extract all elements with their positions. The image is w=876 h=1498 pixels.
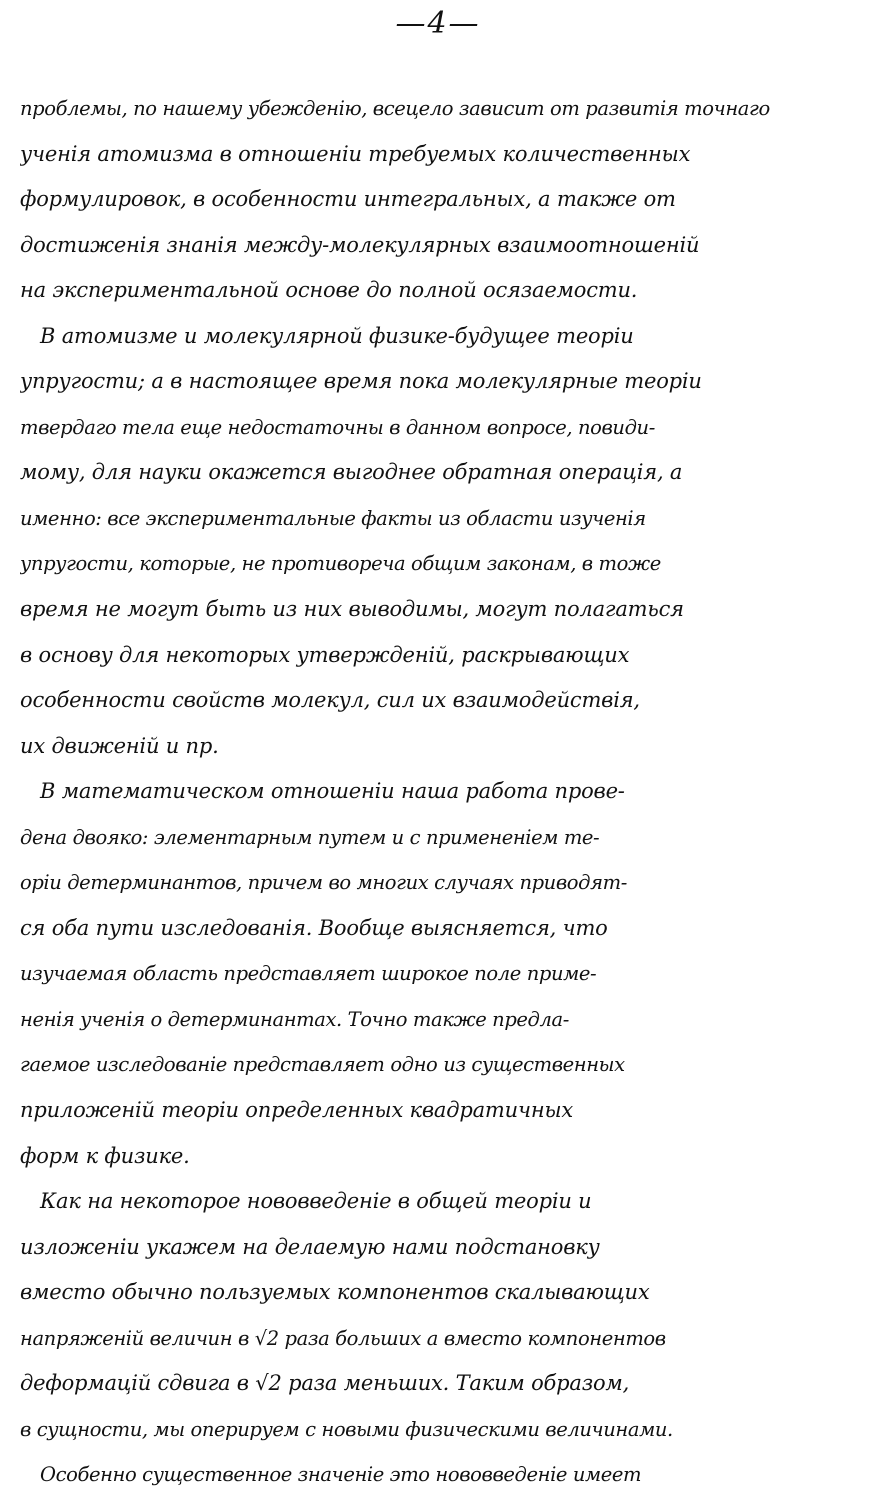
text-line: проблемы, по нашему убежденію, всецело зависит от развитія точнаго <box>20 97 770 120</box>
text-line: время не могут быть из них выводимы, могут полагаться <box>20 597 684 622</box>
text-line: достиженія знанія между-молекулярных взаимоотношеній <box>20 232 700 257</box>
text-line: именно: все экспериментальные факты из области изученія <box>20 506 646 530</box>
text-line: ненія ученія о детерминантах. Точно также предла- <box>20 1007 569 1031</box>
text-line: в сущности, мы оперируем с новыми физическими величинами. <box>20 1417 673 1441</box>
text-line: изучаемая область представляет широкое поле приме- <box>20 962 597 986</box>
text-line: упругости, которые, не противореча общим законам, в тоже <box>20 552 661 576</box>
text-line: гаемое изследованіе представляет одно из существенных <box>20 1053 625 1077</box>
text-line: ся оба пути изследованія. Вообще выясняется, что <box>20 915 608 940</box>
text-line: в основу для некоторых утвержденій, раскрывающих <box>20 642 630 667</box>
text-line: особенности свойств молекул, сил их взаимодействія, <box>20 688 640 713</box>
text-line: В математическом отношеніи наша работа прове- <box>40 779 625 804</box>
text-line: на экспериментальной основе до полной осязаемости. <box>20 278 638 303</box>
text-line: изложеніи укажем на делаемую нами подстановку <box>20 1234 600 1259</box>
text-line: ученія атомизма в отношеніи требуемых количественных <box>20 141 691 166</box>
text-line: упругости; а в настоящее время пока молекулярные теоріи <box>20 369 702 394</box>
text-line: вместо обычно пользуемых компонентов скалывающих <box>20 1280 650 1305</box>
text-line: Особенно существенное значеніе это нововведеніе имеет <box>40 1463 642 1487</box>
text-line: дена двояко: элементарным путем и с примененіем те- <box>20 825 600 849</box>
text-line: мому, для науки окажется выгоднее обратная операція, а <box>20 460 683 485</box>
text-line: форм к физике. <box>20 1143 190 1168</box>
text-line: Как на некоторое нововведеніе в общей теоріи и <box>40 1189 592 1214</box>
page-number: —4— <box>395 6 481 41</box>
text-line: напряженій величин в √2 раза больших а вместо компонентов <box>20 1326 666 1350</box>
text-line: твердаго тела еще недостаточны в данном вопросе, повиди- <box>20 415 655 439</box>
text-line: деформацій сдвига в √2 раза меньших. Таким образом, <box>20 1371 630 1396</box>
text-line: В атомизме и молекулярной физике-будущее теоріи <box>40 323 634 348</box>
text-line: приложеній теоріи определенных квадратичных <box>20 1098 573 1123</box>
text-line: формулировок, в особенности интегральных, а также от <box>20 187 676 212</box>
handwritten-body-text <box>20 86 856 1498</box>
text-line: оріи детерминантов, причем во многих случаях приводят- <box>20 871 627 895</box>
text-line: их движеній и пр. <box>20 733 219 758</box>
